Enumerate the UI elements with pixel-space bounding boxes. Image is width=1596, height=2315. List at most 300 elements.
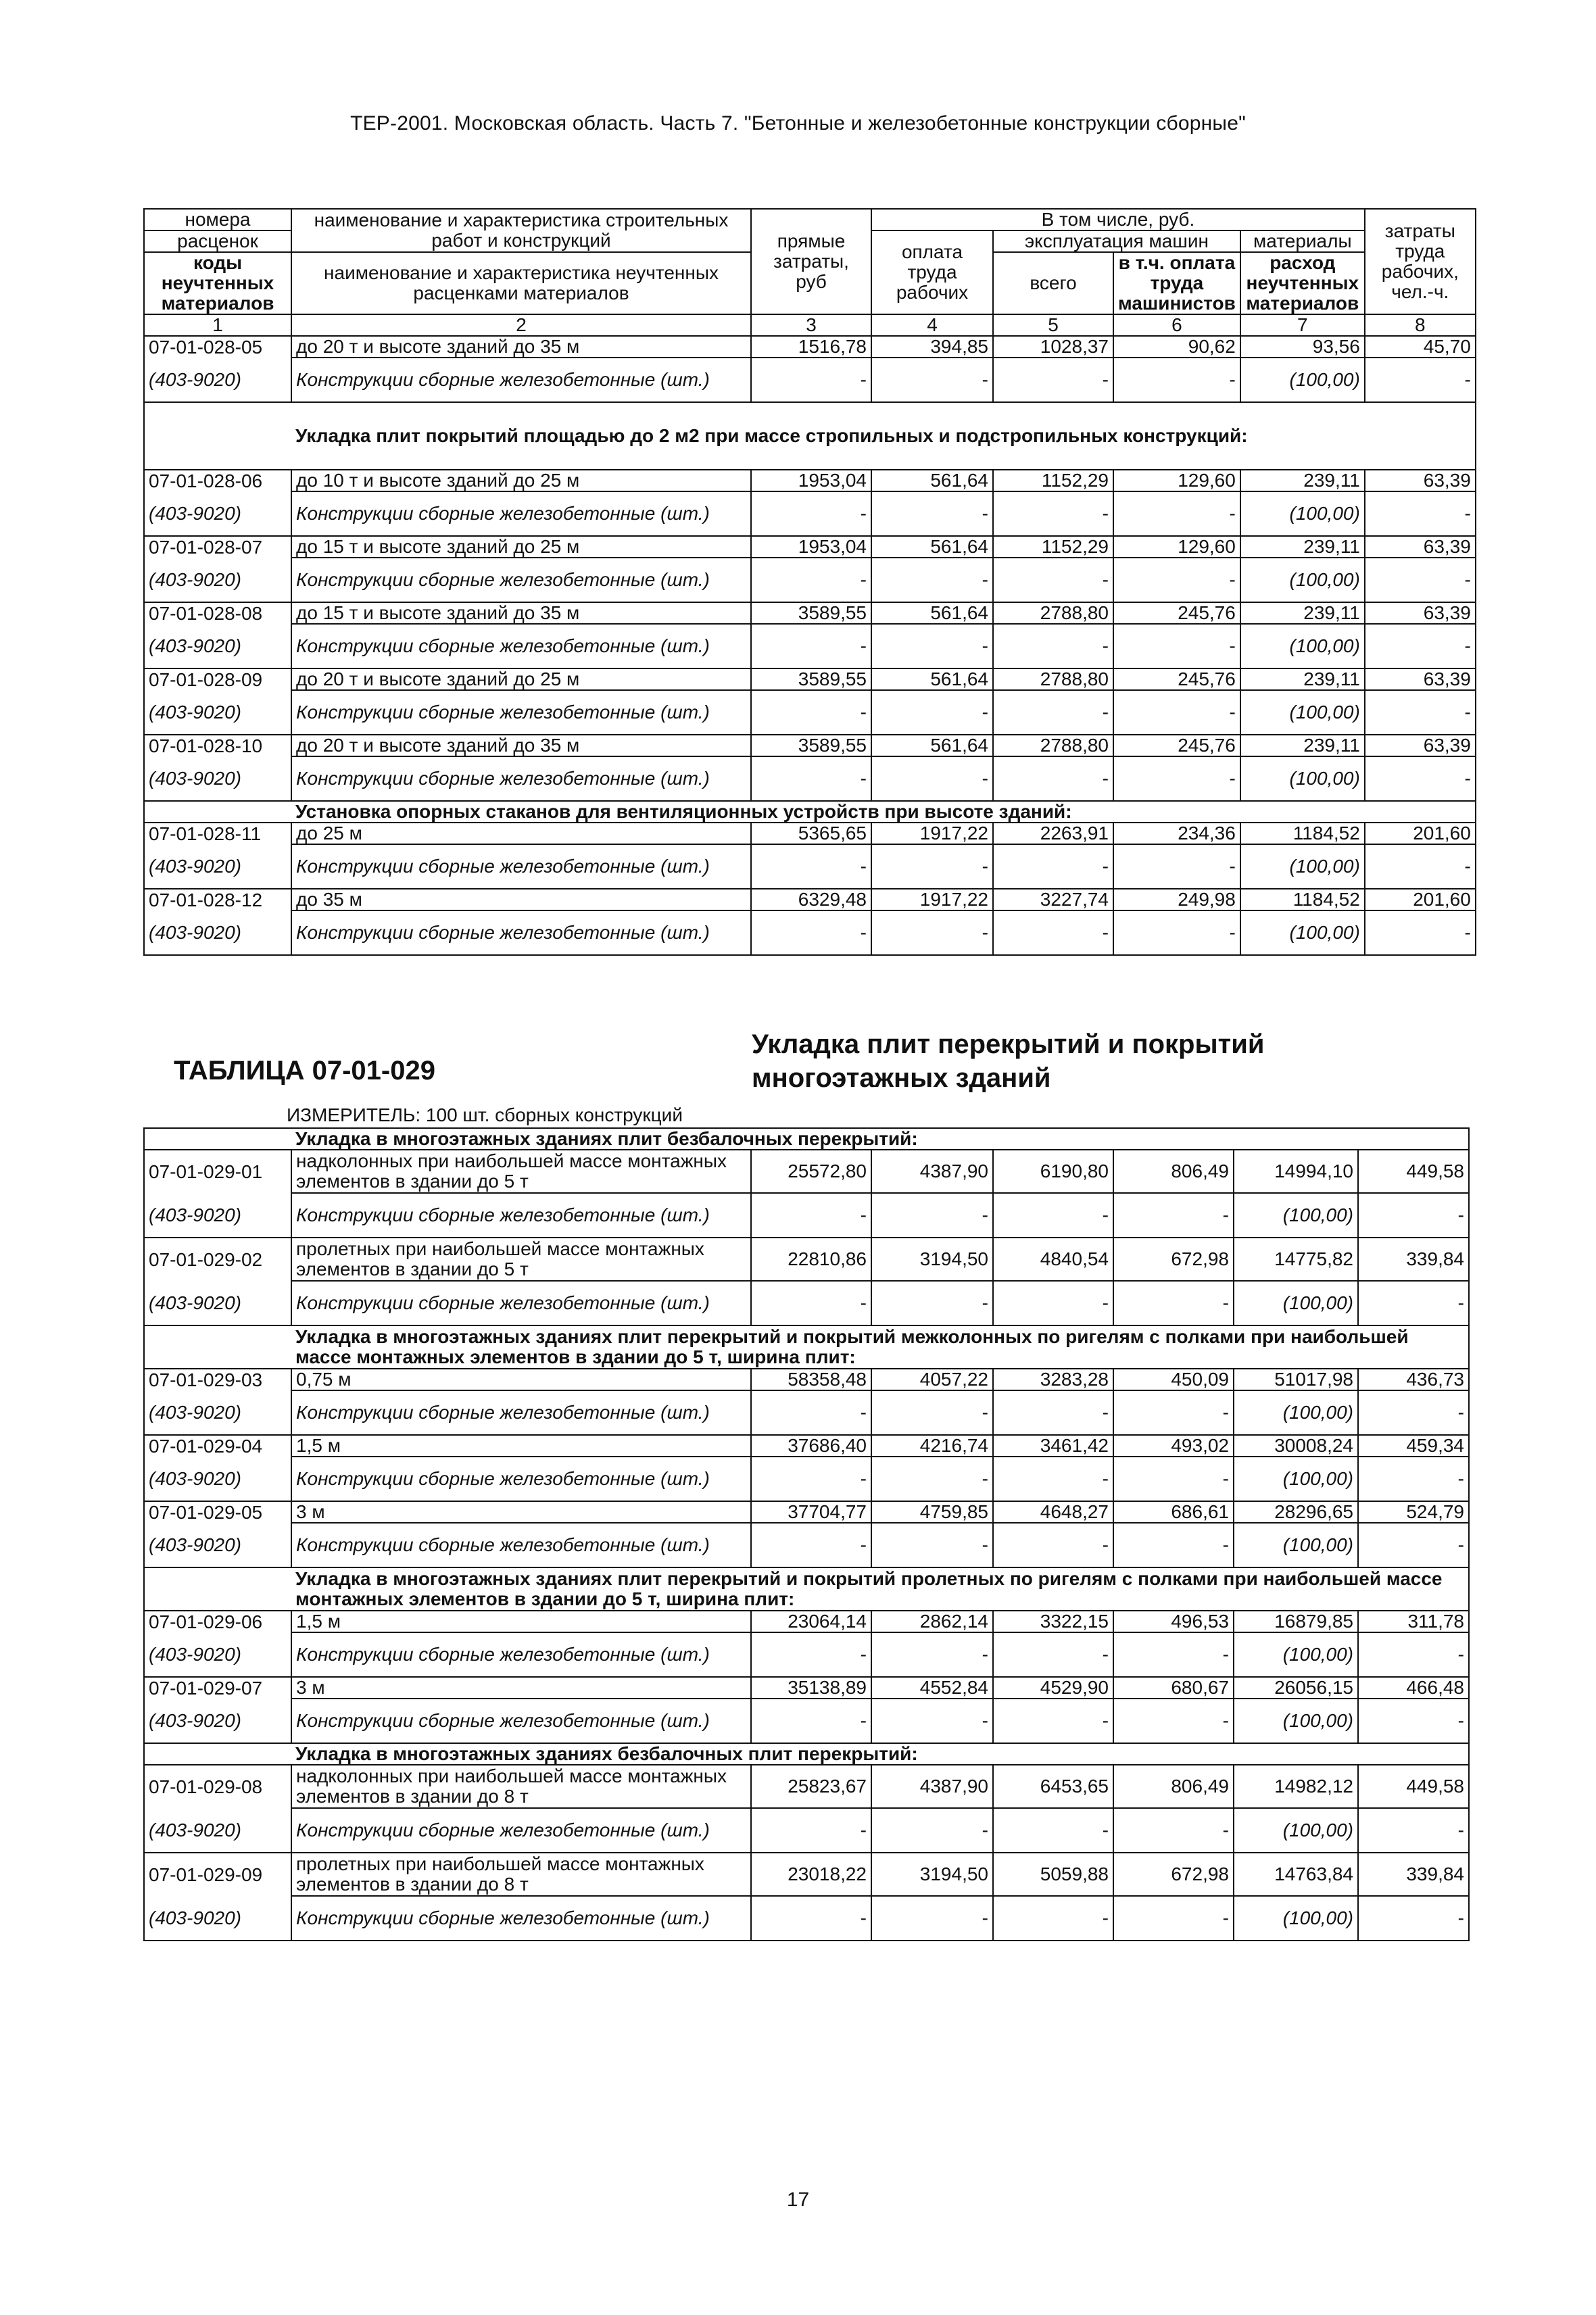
value-c3: 58358,48 xyxy=(751,1369,871,1390)
rate-code: 07-01-029-06 xyxy=(144,1611,291,1632)
value-c7: 26056,15 xyxy=(1234,1677,1358,1699)
value-c4: 1917,22 xyxy=(871,823,993,844)
table-title-line: Укладка плит перекрытий и покрытий xyxy=(752,1029,1265,1059)
dash-c5: - xyxy=(993,844,1113,889)
rate-code: 07-01-029-08 xyxy=(144,1765,291,1808)
rate-code: 07-01-028-10 xyxy=(144,735,291,756)
table-row xyxy=(144,1150,1469,1193)
dash-c3: - xyxy=(751,756,871,801)
value-c7: 239,11 xyxy=(1240,470,1365,491)
section-029-1 xyxy=(144,1128,1469,1150)
dash-c3: - xyxy=(751,1632,871,1677)
table-title-line: многоэтажных зданий xyxy=(752,1063,1051,1093)
value-c7: 30008,24 xyxy=(1234,1435,1358,1457)
material-code: (403-9020) xyxy=(144,1193,291,1238)
rows-028-a xyxy=(144,336,1476,402)
dash-c8: - xyxy=(1365,624,1476,668)
value-c5: 3461,42 xyxy=(993,1435,1113,1457)
rows-029-b xyxy=(144,1369,1469,1567)
material-row xyxy=(144,558,1476,602)
value-c8: 63,39 xyxy=(1365,536,1476,558)
material-code: (403-9020) xyxy=(144,844,291,889)
dash-c8: - xyxy=(1358,1808,1469,1853)
value-c7: 1184,52 xyxy=(1240,889,1365,910)
dash-c3: - xyxy=(751,1281,871,1325)
work-name: до 20 т и высоте зданий до 35 м xyxy=(291,336,751,358)
material-quantity: (100,00) xyxy=(1240,910,1365,955)
table-row xyxy=(144,602,1476,624)
value-c7: 16879,85 xyxy=(1234,1611,1358,1632)
table-row xyxy=(144,1611,1469,1632)
col-number: 3 xyxy=(751,314,871,336)
work-name: до 15 т и высоте зданий до 25 м xyxy=(291,536,751,558)
header-machines-total: всего xyxy=(993,252,1113,314)
dash-c3: - xyxy=(751,1896,871,1941)
material-code: (403-9020) xyxy=(144,1390,291,1435)
dash-c5: - xyxy=(993,358,1113,402)
value-c7: 14994,10 xyxy=(1234,1150,1358,1193)
value-c5: 3283,28 xyxy=(993,1369,1113,1390)
material-row xyxy=(144,1281,1469,1325)
work-name: до 10 т и высоте зданий до 25 м xyxy=(291,470,751,491)
value-c7: 239,11 xyxy=(1240,668,1365,690)
material-code: (403-9020) xyxy=(144,1523,291,1567)
dash-c4: - xyxy=(871,844,993,889)
value-c4: 561,64 xyxy=(871,668,993,690)
dash-c5: - xyxy=(993,756,1113,801)
section-029-3 xyxy=(144,1567,1469,1611)
work-name: 0,75 м xyxy=(291,1369,751,1390)
work-name: 1,5 м xyxy=(291,1611,751,1632)
dash-c5: - xyxy=(993,1523,1113,1567)
dash-c3: - xyxy=(751,1390,871,1435)
value-c7: 1184,52 xyxy=(1240,823,1365,844)
material-name: Конструкции сборные железобетонные (шт.) xyxy=(291,844,751,889)
material-name: Конструкции сборные железобетонные (шт.) xyxy=(291,1281,751,1325)
material-quantity: (100,00) xyxy=(1234,1632,1358,1677)
rate-code: 07-01-029-05 xyxy=(144,1501,291,1523)
header-including: В том числе, руб. xyxy=(871,209,1365,230)
value-c6: 450,09 xyxy=(1113,1369,1234,1390)
value-c8: 63,39 xyxy=(1365,602,1476,624)
value-c6: 496,53 xyxy=(1113,1611,1234,1632)
value-c5: 2788,80 xyxy=(993,735,1113,756)
material-name: Конструкции сборные железобетонные (шт.) xyxy=(291,1193,751,1238)
material-name: Конструкции сборные железобетонные (шт.) xyxy=(291,1699,751,1743)
dash-c4: - xyxy=(871,1523,993,1567)
section-029-2 xyxy=(144,1325,1469,1369)
value-c6: 245,76 xyxy=(1113,668,1240,690)
value-c6: 493,02 xyxy=(1113,1435,1234,1457)
dash-c5: - xyxy=(993,624,1113,668)
value-c5: 6190,80 xyxy=(993,1150,1113,1193)
dash-c8: - xyxy=(1358,1457,1469,1501)
material-row xyxy=(144,756,1476,801)
work-name: до 20 т и высоте зданий до 35 м xyxy=(291,735,751,756)
value-c4: 4216,74 xyxy=(871,1435,993,1457)
dash-c4: - xyxy=(871,1699,993,1743)
rate-code: 07-01-028-05 xyxy=(144,336,291,358)
dash-c8: - xyxy=(1365,844,1476,889)
material-row xyxy=(144,690,1476,735)
value-c7: 93,56 xyxy=(1240,336,1365,358)
dash-c6: - xyxy=(1113,690,1240,735)
material-name: Конструкции сборные железобетонные (шт.) xyxy=(291,558,751,602)
material-name: Конструкции сборные железобетонные (шт.) xyxy=(291,690,751,735)
rows-029-d xyxy=(144,1765,1469,1941)
header-direct-costs: прямые затраты, руб xyxy=(751,209,871,314)
section-title: Укладка в многоэтажных зданиях плит безбалочных перекрытий: xyxy=(291,1128,1469,1150)
table-row xyxy=(144,1435,1469,1457)
dash-c8: - xyxy=(1365,558,1476,602)
dash-c8: - xyxy=(1365,690,1476,735)
value-c7: 239,11 xyxy=(1240,735,1365,756)
value-c5: 4529,90 xyxy=(993,1677,1113,1699)
header-wages: оплата труда рабочих xyxy=(871,230,993,314)
material-quantity: (100,00) xyxy=(1240,756,1365,801)
material-code: (403-9020) xyxy=(144,1808,291,1853)
value-c6: 234,36 xyxy=(1113,823,1240,844)
work-name: до 20 т и высоте зданий до 25 м xyxy=(291,668,751,690)
dash-c6: - xyxy=(1113,491,1240,536)
value-c8: 436,73 xyxy=(1358,1369,1469,1390)
col-number: 4 xyxy=(871,314,993,336)
value-c3: 5365,65 xyxy=(751,823,871,844)
work-name: 3 м xyxy=(291,1677,751,1699)
value-c5: 6453,65 xyxy=(993,1765,1113,1808)
table-row xyxy=(144,1677,1469,1699)
material-quantity: (100,00) xyxy=(1234,1390,1358,1435)
dash-c5: - xyxy=(993,690,1113,735)
dash-c8: - xyxy=(1358,1281,1469,1325)
rate-code: 07-01-029-03 xyxy=(144,1369,291,1390)
section-title: Укладка в многоэтажных зданиях плит перекрытий и покрытий пролетных по ригелям с полками при наибольшей массе монтажных элементов в здании до 5 т, ширина плит: xyxy=(291,1567,1469,1611)
dash-c6: - xyxy=(1113,844,1240,889)
value-c3: 35138,89 xyxy=(751,1677,871,1699)
value-c4: 4387,90 xyxy=(871,1150,993,1193)
work-name: пролетных при наибольшей массе монтажных элементов в здании до 8 т xyxy=(291,1853,751,1896)
dash-c5: - xyxy=(993,491,1113,536)
dash-c6: - xyxy=(1113,1896,1234,1941)
value-c5: 1028,37 xyxy=(993,336,1113,358)
material-quantity: (100,00) xyxy=(1240,690,1365,735)
rows-028-b xyxy=(144,470,1476,801)
material-code: (403-9020) xyxy=(144,1699,291,1743)
material-row xyxy=(144,491,1476,536)
dash-c6: - xyxy=(1113,910,1240,955)
dash-c6: - xyxy=(1113,756,1240,801)
value-c7: 239,11 xyxy=(1240,602,1365,624)
rate-code: 07-01-029-02 xyxy=(144,1238,291,1281)
rate-code: 07-01-028-11 xyxy=(144,823,291,844)
value-c5: 2263,91 xyxy=(993,823,1113,844)
value-c7: 14775,82 xyxy=(1234,1238,1358,1281)
table-row xyxy=(144,1765,1469,1808)
value-c8: 449,58 xyxy=(1358,1150,1469,1193)
table-row xyxy=(144,668,1476,690)
material-quantity: (100,00) xyxy=(1240,358,1365,402)
column-header xyxy=(144,209,1476,336)
work-name: до 15 т и высоте зданий до 35 м xyxy=(291,602,751,624)
value-c6: 129,60 xyxy=(1113,470,1240,491)
material-code: (403-9020) xyxy=(144,558,291,602)
material-quantity: (100,00) xyxy=(1234,1896,1358,1941)
value-c3: 6329,48 xyxy=(751,889,871,910)
dash-c3: - xyxy=(751,690,871,735)
dash-c4: - xyxy=(871,558,993,602)
material-name: Конструкции сборные железобетонные (шт.) xyxy=(291,491,751,536)
dash-c4: - xyxy=(871,1281,993,1325)
table-title xyxy=(752,1027,1264,1095)
value-c7: 28296,65 xyxy=(1234,1501,1358,1523)
dash-c6: - xyxy=(1113,1699,1234,1743)
value-c6: 245,76 xyxy=(1113,602,1240,624)
value-c4: 4552,84 xyxy=(871,1677,993,1699)
value-c8: 63,39 xyxy=(1365,668,1476,690)
dash-c5: - xyxy=(993,558,1113,602)
material-code: (403-9020) xyxy=(144,690,291,735)
dash-c3: - xyxy=(751,1699,871,1743)
dash-c5: - xyxy=(993,1896,1113,1941)
material-name: Конструкции сборные железобетонные (шт.) xyxy=(291,358,751,402)
dash-c4: - xyxy=(871,1896,993,1941)
dash-c6: - xyxy=(1113,1390,1234,1435)
material-code: (403-9020) xyxy=(144,910,291,955)
dash-c4: - xyxy=(871,690,993,735)
value-c4: 3194,50 xyxy=(871,1238,993,1281)
table-row xyxy=(144,1853,1469,1896)
value-c3: 3589,55 xyxy=(751,735,871,756)
value-c6: 806,49 xyxy=(1113,1765,1234,1808)
value-c5: 3227,74 xyxy=(993,889,1113,910)
dash-c6: - xyxy=(1113,358,1240,402)
material-quantity: (100,00) xyxy=(1234,1281,1358,1325)
material-code: (403-9020) xyxy=(144,1457,291,1501)
material-row xyxy=(144,1193,1469,1238)
header-material-consumption: расход неучтенных материалов xyxy=(1240,252,1365,314)
dash-c5: - xyxy=(993,910,1113,955)
value-c7: 14982,12 xyxy=(1234,1765,1358,1808)
material-name: Конструкции сборные железобетонные (шт.) xyxy=(291,1808,751,1853)
work-name: 1,5 м xyxy=(291,1435,751,1457)
rows-028-c xyxy=(144,823,1476,955)
dash-c3: - xyxy=(751,624,871,668)
material-row xyxy=(144,358,1476,402)
rate-code: 07-01-029-07 xyxy=(144,1677,291,1699)
value-c5: 2788,80 xyxy=(993,602,1113,624)
material-quantity: (100,00) xyxy=(1234,1457,1358,1501)
work-name: до 25 м xyxy=(291,823,751,844)
dash-c6: - xyxy=(1113,558,1240,602)
col-number: 2 xyxy=(291,314,751,336)
value-c6: 245,76 xyxy=(1113,735,1240,756)
dash-c5: - xyxy=(993,1699,1113,1743)
value-c8: 339,84 xyxy=(1358,1853,1469,1896)
dash-c3: - xyxy=(751,1523,871,1567)
rate-code: 07-01-028-08 xyxy=(144,602,291,624)
value-c6: 672,98 xyxy=(1113,1238,1234,1281)
dash-c3: - xyxy=(751,1457,871,1501)
dash-c4: - xyxy=(871,1632,993,1677)
material-code: (403-9020) xyxy=(144,624,291,668)
material-code: (403-9020) xyxy=(144,1896,291,1941)
dash-c8: - xyxy=(1358,1390,1469,1435)
material-quantity: (100,00) xyxy=(1240,491,1365,536)
dash-c6: - xyxy=(1113,1457,1234,1501)
material-quantity: (100,00) xyxy=(1234,1808,1358,1853)
work-name: 3 м xyxy=(291,1501,751,1523)
value-c4: 561,64 xyxy=(871,470,993,491)
dash-c8: - xyxy=(1358,1896,1469,1941)
dash-c4: - xyxy=(871,358,993,402)
header-materials: материалы xyxy=(1240,230,1365,252)
value-c7: 14763,84 xyxy=(1234,1853,1358,1896)
dash-c4: - xyxy=(871,1457,993,1501)
value-c3: 37686,40 xyxy=(751,1435,871,1457)
material-row xyxy=(144,1808,1469,1853)
table-row xyxy=(144,889,1476,910)
section-029-4 xyxy=(144,1743,1469,1765)
dash-c8: - xyxy=(1358,1193,1469,1238)
material-code: (403-9020) xyxy=(144,1632,291,1677)
section-title: Установка опорных стаканов для вентиляционных устройств при высоте зданий: xyxy=(291,801,1476,823)
dash-c5: - xyxy=(993,1632,1113,1677)
material-quantity: (100,00) xyxy=(1234,1193,1358,1238)
material-code: (403-9020) xyxy=(144,491,291,536)
value-c4: 4387,90 xyxy=(871,1765,993,1808)
value-c3: 37704,77 xyxy=(751,1501,871,1523)
table-row xyxy=(144,1369,1469,1390)
value-c3: 3589,55 xyxy=(751,602,871,624)
value-c5: 5059,88 xyxy=(993,1853,1113,1896)
dash-c6: - xyxy=(1113,1193,1234,1238)
rate-code: 07-01-028-12 xyxy=(144,889,291,910)
value-c5: 3322,15 xyxy=(993,1611,1113,1632)
header-operator-wages: в т.ч. оплата труда машинистов xyxy=(1113,252,1240,314)
value-c6: 672,98 xyxy=(1113,1853,1234,1896)
value-c4: 4057,22 xyxy=(871,1369,993,1390)
dash-c5: - xyxy=(993,1193,1113,1238)
material-quantity: (100,00) xyxy=(1234,1699,1358,1743)
dash-c8: - xyxy=(1365,491,1476,536)
dash-c3: - xyxy=(751,1808,871,1853)
dash-c8: - xyxy=(1358,1699,1469,1743)
header-machines: эксплуатация машин xyxy=(993,230,1240,252)
material-row xyxy=(144,910,1476,955)
dash-c4: - xyxy=(871,1193,993,1238)
dash-c4: - xyxy=(871,624,993,668)
material-code: (403-9020) xyxy=(144,358,291,402)
rates-table-028 xyxy=(143,208,1476,956)
dash-c6: - xyxy=(1113,1632,1234,1677)
value-c3: 23018,22 xyxy=(751,1853,871,1896)
value-c3: 22810,86 xyxy=(751,1238,871,1281)
table-row xyxy=(144,336,1476,358)
work-name: надколонных при наибольшей массе монтажных элементов в здании до 8 т xyxy=(291,1765,751,1808)
material-row xyxy=(144,1457,1469,1501)
value-c6: 680,67 xyxy=(1113,1677,1234,1699)
value-c6: 806,49 xyxy=(1113,1150,1234,1193)
value-c5: 4840,54 xyxy=(993,1238,1113,1281)
dash-c4: - xyxy=(871,1390,993,1435)
rate-code: 07-01-029-04 xyxy=(144,1435,291,1457)
dash-c5: - xyxy=(993,1808,1113,1853)
material-name: Конструкции сборные железобетонные (шт.) xyxy=(291,1457,751,1501)
section-028-1 xyxy=(144,402,1476,470)
dash-c4: - xyxy=(871,910,993,955)
rows-029-a xyxy=(144,1150,1469,1325)
rate-code: 07-01-028-06 xyxy=(144,470,291,491)
value-c5: 1152,29 xyxy=(993,470,1113,491)
material-name: Конструкции сборные железобетонные (шт.) xyxy=(291,756,751,801)
dash-c5: - xyxy=(993,1457,1113,1501)
material-name: Конструкции сборные железобетонные (шт.) xyxy=(291,1632,751,1677)
section-title: Укладка в многоэтажных зданиях безбалочных плит перекрытий: xyxy=(291,1743,1469,1765)
dash-c6: - xyxy=(1113,1281,1234,1325)
value-c8: 339,84 xyxy=(1358,1238,1469,1281)
section-title: Укладка в многоэтажных зданиях плит перекрытий и покрытий межколонных по ригелям с полками при наибольшей массе монтажных элементов в здании до 5 т, ширина плит: xyxy=(291,1325,1469,1369)
table-row xyxy=(144,1501,1469,1523)
value-c6: 129,60 xyxy=(1113,536,1240,558)
value-c3: 1953,04 xyxy=(751,536,871,558)
dash-c4: - xyxy=(871,1808,993,1853)
value-c5: 2788,80 xyxy=(993,668,1113,690)
value-c3: 1516,78 xyxy=(751,336,871,358)
table-row xyxy=(144,735,1476,756)
material-quantity: (100,00) xyxy=(1240,558,1365,602)
value-c4: 561,64 xyxy=(871,735,993,756)
value-c4: 3194,50 xyxy=(871,1853,993,1896)
measure-unit: ИЗМЕРИТЕЛЬ: 100 шт. сборных конструкций xyxy=(287,1104,683,1125)
running-header: ТЕР-2001. Московская область. Часть 7. "Бетонные и железобетонные конструкции сборные" xyxy=(350,112,1246,135)
table-row xyxy=(144,536,1476,558)
dash-c3: - xyxy=(751,844,871,889)
dash-c6: - xyxy=(1113,1523,1234,1567)
table-number: ТАБЛИЦА 07-01-029 xyxy=(174,1056,435,1086)
material-row xyxy=(144,1896,1469,1941)
col-number: 8 xyxy=(1365,314,1476,336)
value-c3: 3589,55 xyxy=(751,668,871,690)
value-c8: 45,70 xyxy=(1365,336,1476,358)
material-row xyxy=(144,624,1476,668)
material-name: Конструкции сборные железобетонные (шт.) xyxy=(291,910,751,955)
material-code: (403-9020) xyxy=(144,1281,291,1325)
value-c7: 51017,98 xyxy=(1234,1369,1358,1390)
rows-029-c xyxy=(144,1611,1469,1743)
table-row xyxy=(144,1238,1469,1281)
rate-code: 07-01-029-01 xyxy=(144,1150,291,1193)
value-c6: 90,62 xyxy=(1113,336,1240,358)
material-row xyxy=(144,1390,1469,1435)
material-row xyxy=(144,1699,1469,1743)
rates-table-029 xyxy=(143,1127,1470,1941)
material-row xyxy=(144,844,1476,889)
value-c8: 201,60 xyxy=(1365,889,1476,910)
dash-c5: - xyxy=(993,1281,1113,1325)
work-name: до 35 м xyxy=(291,889,751,910)
header-rate-number: номера xyxy=(144,209,291,230)
dash-c8: - xyxy=(1358,1632,1469,1677)
col-number: 5 xyxy=(993,314,1113,336)
dash-c8: - xyxy=(1365,358,1476,402)
value-c3: 25823,67 xyxy=(751,1765,871,1808)
dash-c3: - xyxy=(751,1193,871,1238)
value-c4: 561,64 xyxy=(871,536,993,558)
dash-c5: - xyxy=(993,1390,1113,1435)
material-name: Конструкции сборные железобетонные (шт.) xyxy=(291,1390,751,1435)
value-c8: 63,39 xyxy=(1365,470,1476,491)
section-title: Укладка плит покрытий площадью до 2 м2 при массе стропильных и подстропильных конструкций: xyxy=(291,402,1476,470)
